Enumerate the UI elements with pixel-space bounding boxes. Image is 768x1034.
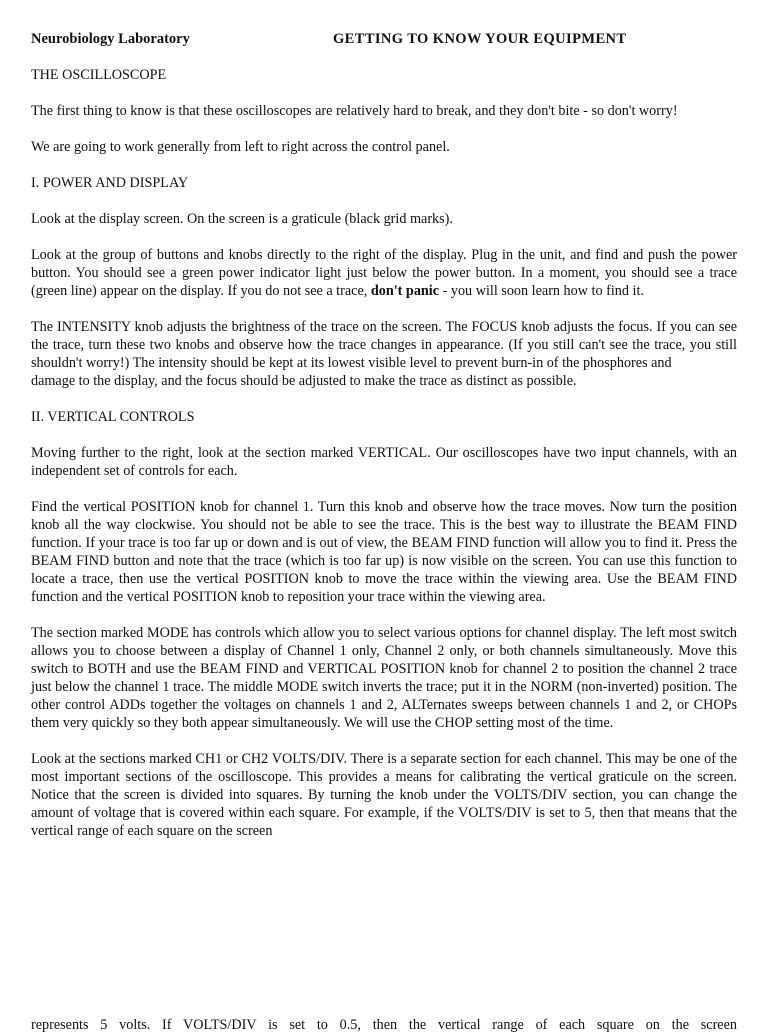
power-paragraph-2-text-a: Look at the group of buttons and knobs directly to the right of the display. Plug in the unit, and find and push the power button. You should see a green power indicator light just below the power button. In a moment, you should see a trace (green line) appear on the display. If you do not see a trace, bbox=[31, 247, 737, 299]
header-lab-name: Neurobiology Laboratory bbox=[31, 31, 190, 47]
vertical-paragraph-2: Find the vertical POSITION knob for channel 1. Turn this knob and observe how the trace moves. Now turn the position knob all the way clockwise. You should not be able to see the trace. This is the best way to illustrate the BEAM FIND function. If your trace is too far up or down and is out of view, the BEAM FIND function will allow you to find it. Press the BEAM FIND button and note that the trace (which is too far up) is now visible on the screen. You can use this function to locate a trace, then use the vertical POSITION knob to move the trace within the viewing area. Use the BEAM FIND function and the vertical POSITION knob to reposition your trace within the viewing area. bbox=[31, 499, 737, 605]
power-paragraph-3-text-a: The INTENSITY knob adjusts the brightness of the trace on the screen. The FOCUS knob adjusts the focus. If you can see the trace, turn these two knobs and observe how the trace changes in appearance. (If you still can't see the trace, you still shouldn't worry!) The intensity should be kept at its lowest visible level to prevent burn-in of the phosphores and bbox=[31, 319, 737, 371]
power-paragraph-2 bbox=[31, 246, 737, 300]
power-paragraph-3-text-b: damage to the display, and the focus should be adjusted to make the trace as distinct as possible. bbox=[31, 373, 577, 389]
intro-paragraph-1: The first thing to know is that these oscilloscopes are relatively hard to break, and they don't bite - so don't worry! bbox=[31, 103, 678, 119]
intro-paragraph-2: We are going to work generally from left to right across the control panel. bbox=[31, 139, 450, 155]
section-title-power-display: I. POWER AND DISPLAY bbox=[31, 175, 189, 191]
next-page-cutoff-line: represents 5 volts. If VOLTS/DIV is set to 0.5, then the vertical range of each square on the screen bbox=[31, 1017, 737, 1033]
dont-panic-emphasis: don't panic bbox=[370, 283, 440, 299]
vertical-paragraph-4: Look at the sections marked CH1 or CH2 VOLTS/DIV. There is a separate section for each channel. This may be one of the most important sections of the oscilloscope. This provides a means for calibrating the vertical graticule on the screen. Notice that the screen is divided into squares. By turning the knob under the VOLTS/DIV section, you can change the amount of voltage that is covered within each square. For example, if the VOLTS/DIV is set to 5, then that means that the vertical range of each square on the screen bbox=[31, 751, 737, 839]
section-title-vertical-controls: II. VERTICAL CONTROLS bbox=[31, 409, 195, 425]
vertical-paragraph-3: The section marked MODE has controls which allow you to select various options for channel display. The left most switch allows you to choose between a display of Channel 1 only, Channel 2 only, or both channels simultaneously. Move this switch to BOTH and use the BEAM FIND and VERTICAL POSITION knob for channel 2 to position the channel 2 trace just below the channel 1 trace. The middle MODE switch inverts the trace; put it in the NORM (non-inverted) position. The other control ADDs together the voltages on channels 1 and 2, ALTernates sweeps between channels 1 and 2, or CHOPs them very quickly so they both appear simultaneously. We will use the CHOP setting most of the time. bbox=[31, 625, 737, 731]
document-page bbox=[31, 28, 737, 858]
power-paragraph-1: Look at the display screen. On the screen is a graticule (black grid marks). bbox=[31, 211, 453, 227]
doc-title: THE OSCILLOSCOPE bbox=[31, 67, 167, 83]
vertical-paragraph-1: Moving further to the right, look at the section marked VERTICAL. Our oscilloscopes have two input channels, with an independent set of controls for each. bbox=[31, 445, 737, 479]
page-header bbox=[31, 28, 737, 48]
header-title: GETTING TO KNOW YOUR EQUIPMENT bbox=[333, 31, 627, 47]
power-paragraph-2-text-b: - you will soon learn how to find it. bbox=[439, 283, 644, 299]
power-paragraph-3 bbox=[31, 318, 737, 390]
